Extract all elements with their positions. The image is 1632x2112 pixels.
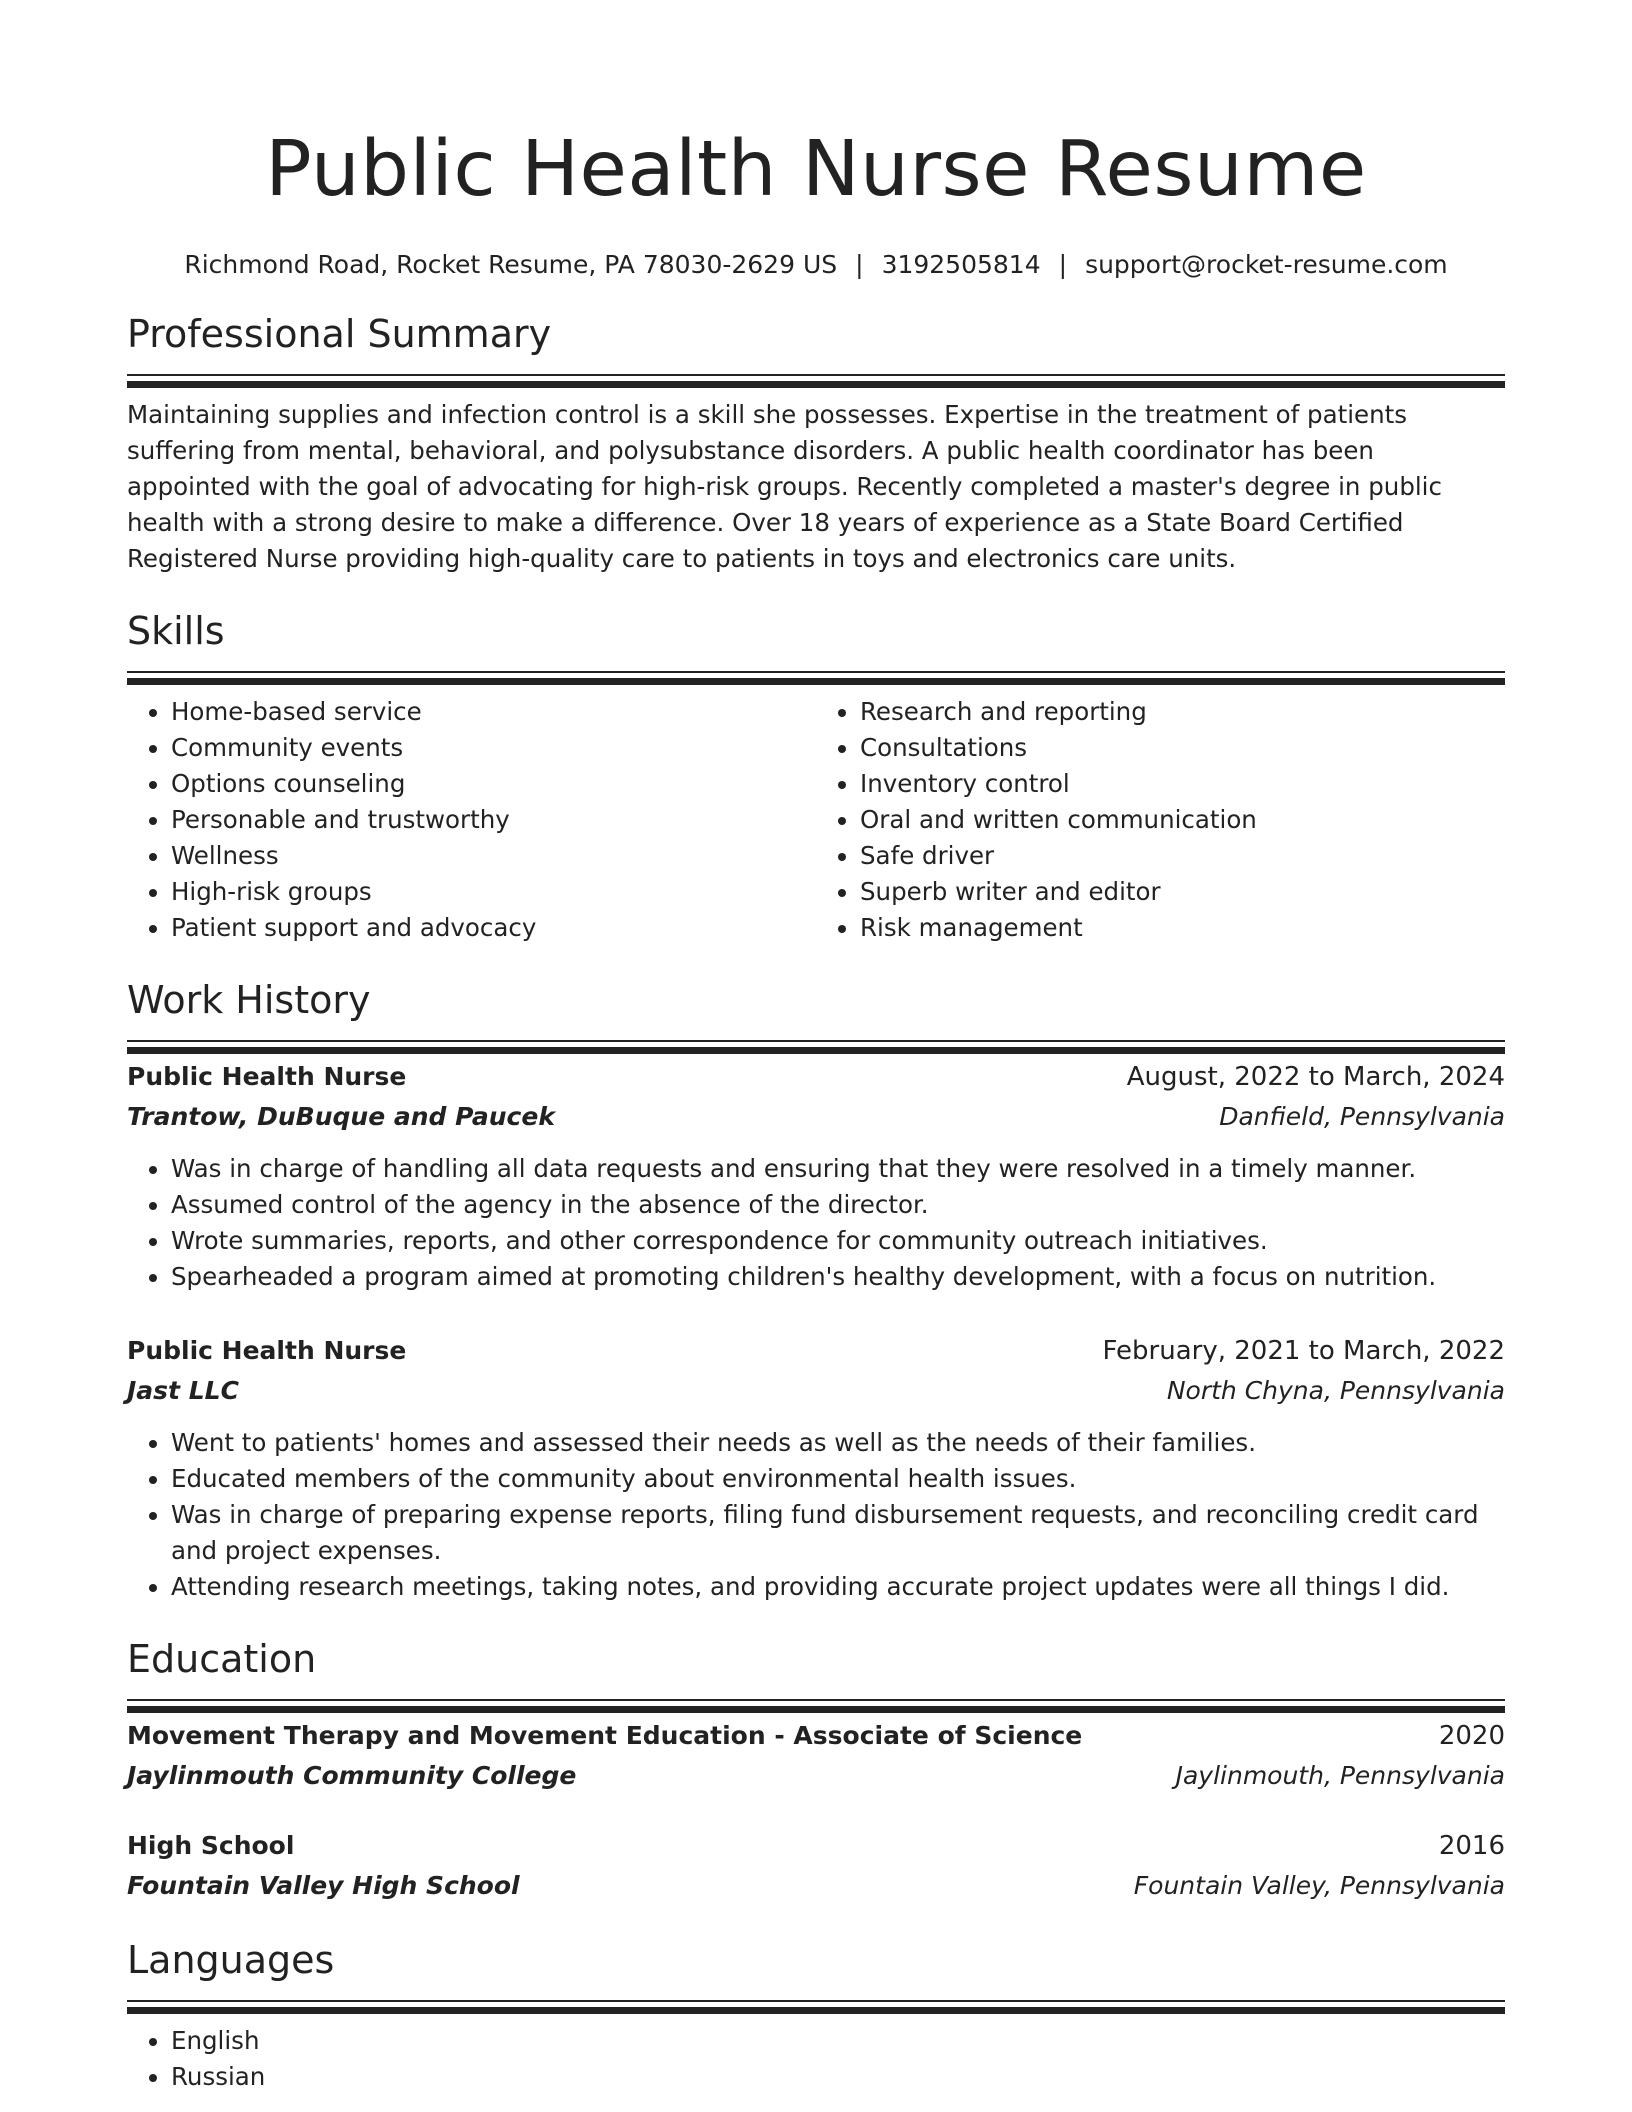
job-company-row [127, 1097, 1505, 1137]
skill-item: • Wellness [171, 838, 816, 874]
section-divider [127, 1699, 1505, 1704]
contact-line [127, 248, 1505, 282]
education-header-row [127, 1826, 1505, 1866]
education-year: 2020 [1438, 1721, 1505, 1751]
work-history-section [127, 976, 1505, 1605]
languages-list [127, 2023, 1505, 2095]
contact-separator: | [855, 250, 864, 279]
skill-item: • Risk management [860, 910, 1505, 946]
section-title-summary: Professional Summary [127, 312, 552, 356]
job-bullets [127, 1425, 1505, 1605]
job-company: Trantow, DuBuque and Paucek [127, 1102, 555, 1131]
job-dates: February, 2021 to March, 2022 [1102, 1336, 1505, 1366]
resume-title: Public Health Nurse Resume [265, 125, 1367, 214]
education-degree: Movement Therapy and Movement Education - Associate of Science [127, 1721, 1083, 1750]
contact-address: Richmond Road, Rocket Resume, PA 78030-2629 US [184, 250, 838, 279]
education-entry [127, 1826, 1505, 1906]
job-position: Public Health Nurse [127, 1062, 407, 1091]
section-divider [127, 2000, 1505, 2005]
skill-item: • Safe driver [860, 838, 1505, 874]
job-bullet: • Wrote summaries, reports, and other correspondence for community outreach initiatives. [171, 1223, 1505, 1259]
job-bullet: • Educated members of the community about environmental health issues. [171, 1461, 1505, 1497]
section-divider [127, 1040, 1505, 1045]
job-bullet: • Went to patients' homes and assessed their needs as well as the needs of their families. [171, 1425, 1505, 1461]
education-school: Jaylinmouth Community College [127, 1761, 577, 1790]
education-section [127, 1635, 1505, 1906]
skill-item: • Patient support and advocacy [171, 910, 816, 946]
section-title-skills: Skills [127, 609, 225, 653]
section-title-languages: Languages [127, 1938, 335, 1982]
contact-phone: 3192505814 [881, 250, 1041, 279]
job-entry [127, 1057, 1505, 1295]
skill-item: • Options counseling [171, 766, 816, 802]
job-bullet: • Assumed control of the agency in the absence of the director. [171, 1187, 1505, 1223]
skill-item: • Community events [171, 730, 816, 766]
job-entry [127, 1331, 1505, 1605]
education-year: 2016 [1438, 1831, 1505, 1861]
skill-item: • High-risk groups [171, 874, 816, 910]
education-entry [127, 1716, 1505, 1796]
skills-list-left [127, 694, 816, 946]
job-company: Jast LLC [127, 1376, 239, 1405]
education-school-row [127, 1866, 1505, 1906]
summary-section [127, 310, 1505, 577]
skill-item: • Inventory control [860, 766, 1505, 802]
language-item: • English [171, 2023, 1505, 2059]
job-bullet: • Attending research meetings, taking notes, and providing accurate project updates were all things I did. [171, 1569, 1505, 1605]
work-history-body [127, 1057, 1505, 1605]
education-location: Fountain Valley, Pennsylvania [1133, 1871, 1505, 1900]
section-title-education: Education [127, 1637, 317, 1681]
job-bullet: • Spearheaded a program aimed at promoting children's healthy development, with a focus on nutrition. [171, 1259, 1505, 1295]
job-location: Danfield, Pennsylvania [1219, 1102, 1505, 1131]
contact-email[interactable]: support@rocket-resume.com [1085, 250, 1448, 279]
education-header-row [127, 1716, 1505, 1756]
summary-text: Maintaining supplies and infection control is a skill she possesses. Expertise in the treatment of patients suffering from mental, behavioral, and polysubstance disorders. A public health coordinator has been appointed with the goal of advocating for high-risk groups. Recently completed a master's degree in public health with a strong desire to make a difference. Over 18 years of experience as a State Board Certified Registered Nurse providing high-quality care to patients in toys and electronics care units. [127, 400, 1442, 573]
job-company-row [127, 1371, 1505, 1411]
skill-item: • Personable and trustworthy [171, 802, 816, 838]
skill-item: • Superb writer and editor [860, 874, 1505, 910]
job-header-row [127, 1331, 1505, 1371]
job-bullet: • Was in charge of preparing expense reports, filing fund disbursement requests, and reconciling credit card and project expenses. [171, 1497, 1505, 1569]
skill-item: • Consultations [860, 730, 1505, 766]
education-location: Jaylinmouth, Pennsylvania [1175, 1761, 1505, 1790]
skill-item: • Home-based service [171, 694, 816, 730]
education-degree: High School [127, 1831, 295, 1860]
job-location: North Chyna, Pennsylvania [1166, 1376, 1505, 1405]
section-divider [127, 374, 1505, 379]
job-bullet: • Was in charge of handling all data requests and ensuring that they were resolved in a timely manner. [171, 1151, 1505, 1187]
job-dates: August, 2022 to March, 2024 [1126, 1062, 1505, 1092]
education-school: Fountain Valley High School [127, 1871, 520, 1900]
contact-separator: | [1058, 250, 1068, 279]
skills-section [127, 607, 1505, 946]
skill-item: • Oral and written communication [860, 802, 1505, 838]
summary-body [127, 397, 1505, 577]
skills-column-left [127, 694, 816, 946]
language-item: • Russian [171, 2059, 1505, 2095]
skills-list-right [816, 694, 1505, 946]
section-divider [127, 671, 1505, 676]
skills-column-right [816, 694, 1505, 946]
job-bullets [127, 1151, 1505, 1295]
languages-body [127, 2023, 1505, 2095]
education-school-row [127, 1756, 1505, 1796]
skills-columns [127, 694, 1505, 946]
job-position: Public Health Nurse [127, 1336, 407, 1365]
job-header-row [127, 1057, 1505, 1097]
education-body [127, 1716, 1505, 1906]
languages-section [127, 1936, 1505, 2095]
skill-item: • Research and reporting [860, 694, 1505, 730]
section-title-work-history: Work History [127, 978, 371, 1022]
